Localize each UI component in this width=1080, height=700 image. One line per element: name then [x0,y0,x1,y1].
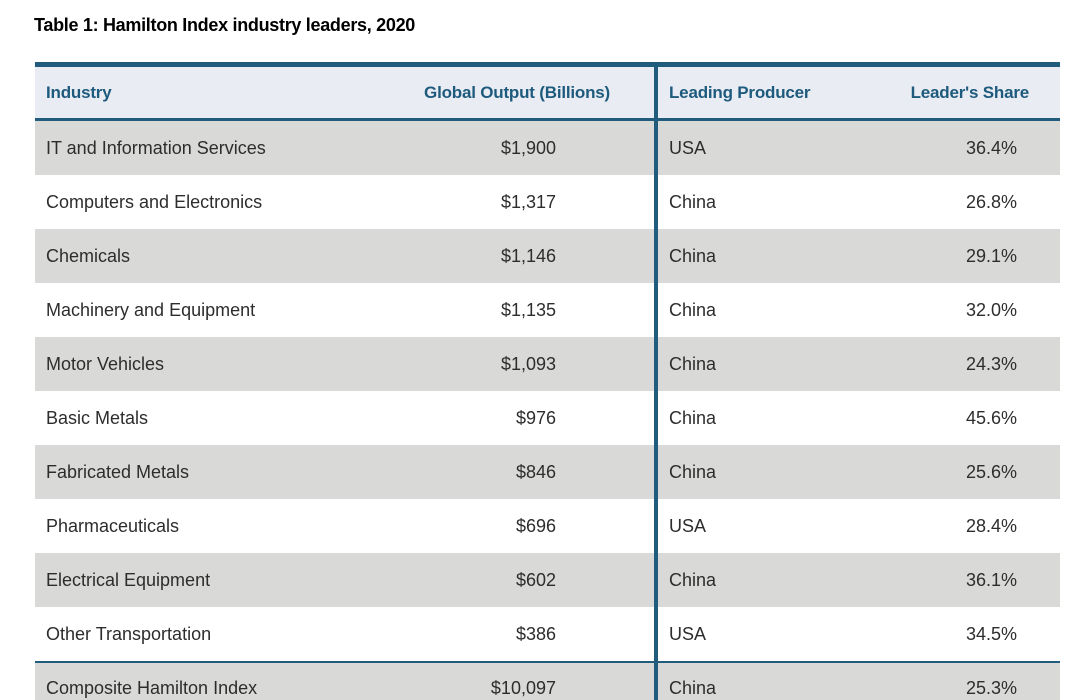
table-footer [35,662,1060,700]
cell-global-output: $976 [515,407,556,428]
cell-leaders-share: 26.8% [965,191,1017,212]
cell-leaders-share: 34.5% [965,623,1017,644]
cell-leaders-share: 24.3% [965,353,1017,374]
cell-leaders-share: 32.0% [965,299,1017,320]
cell-leading-producer: USA [656,607,851,662]
table-row [35,391,1060,445]
cell-leaders-share: 25.6% [965,461,1017,482]
cell-global-output: $602 [515,569,556,590]
cell-industry: Electrical Equipment [46,569,211,590]
table-row [35,607,1060,662]
table-row [35,445,1060,499]
column-header-industry: Industry [46,82,112,102]
cell-industry: Machinery and Equipment [46,299,256,320]
cell-industry: Pharmaceuticals [46,515,180,536]
header-row [35,65,1060,120]
cell-leading-producer: China [656,229,851,283]
cell-leading-producer: China [656,337,851,391]
cell-industry: Basic Metals [46,407,149,428]
cell-global-output: $1,900 [500,137,556,158]
cell-industry: Chemicals [46,245,131,266]
cell-global-output: $846 [515,461,556,482]
cell-leaders-share: 29.1% [965,245,1017,266]
cell-leaders-share: 45.6% [965,407,1017,428]
cell-leaders-share: 36.1% [965,569,1017,590]
cell-global-output: $696 [515,515,556,536]
cell-leading-producer: China [656,553,851,607]
cell-leading-producer: China [656,662,851,700]
cell-industry: Composite Hamilton Index [46,677,258,698]
cell-leading-producer: USA [656,499,851,553]
cell-leaders-share: 36.4% [965,137,1017,158]
cell-leaders-share: 28.4% [965,515,1017,536]
table-header [35,65,1060,120]
table-row [35,337,1060,391]
table-body [35,120,1060,663]
cell-industry: Computers and Electronics [46,191,263,212]
cell-global-output: $1,317 [500,191,556,212]
cell-industry: Fabricated Metals [46,461,190,482]
table-row [35,499,1060,553]
cell-leading-producer: China [656,445,851,499]
cell-global-output: $1,093 [500,353,556,374]
page-title: Table 1: Hamilton Index industry leaders, 2020 [34,15,415,35]
column-header-leading-producer: Leading Producer [656,65,851,120]
hamilton-index-table [35,62,1060,700]
cell-industry: Motor Vehicles [46,353,165,374]
cell-leading-producer: China [656,283,851,337]
table-row [35,229,1060,283]
table-row [35,120,1060,176]
table-row [35,175,1060,229]
column-header-leaders-share: Leader's Share [910,82,1029,102]
cell-leading-producer: USA [656,120,851,176]
cell-global-output: $1,146 [500,245,556,266]
cell-leading-producer: China [656,391,851,445]
table-row [35,553,1060,607]
cell-global-output: $1,135 [500,299,556,320]
column-header-global-output: Global Output (Billions) [424,82,610,102]
cell-industry: Other Transportation [46,623,212,644]
cell-leaders-share: 25.3% [965,677,1017,698]
summary-row [35,662,1060,700]
cell-leading-producer: China [656,175,851,229]
cell-global-output: $386 [515,623,556,644]
cell-global-output: $10,097 [490,677,556,698]
cell-industry: IT and Information Services [46,137,266,158]
table-row [35,283,1060,337]
